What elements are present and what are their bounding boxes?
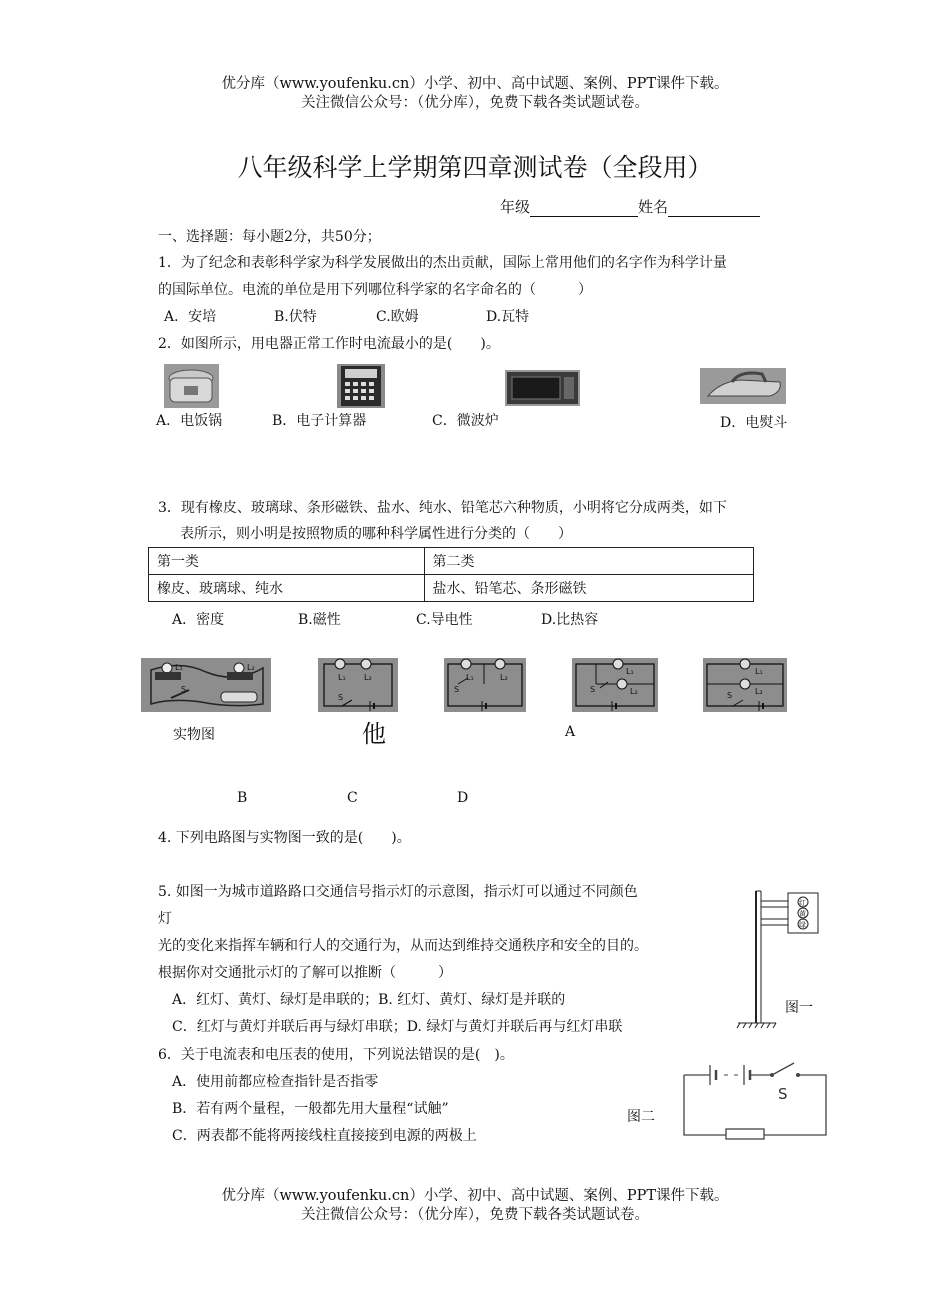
- q1-line-2: 的国际单位。电流的单位是用下列哪位科学家的名字命名的（ ）: [158, 282, 592, 298]
- q2-option-a: A．电饭锅: [156, 413, 223, 429]
- grade-blank[interactable]: [530, 200, 638, 217]
- footer-line-1: 优分库（www.youfenku.cn）小学、初中、高中试题、案例、PPT课件下载。: [221, 1188, 729, 1204]
- circuit-diagram-3: [572, 658, 658, 712]
- grade-label: 年级: [500, 198, 531, 216]
- real-l1-label: L₁: [175, 663, 183, 672]
- real-circuit-image: [141, 658, 271, 712]
- q1-option-a: A．安培: [164, 309, 217, 325]
- c2-l1-label: L₁: [466, 673, 474, 682]
- table-row: [149, 575, 754, 602]
- student-info: [500, 196, 760, 217]
- q1-line-1: 1．为了纪念和表彰科学家为科学发展做出的杰出贡献，国际上常用他们的名字作为科学计量: [158, 255, 727, 271]
- c3-l1-label: L₁: [626, 667, 634, 676]
- q3-line-2: 表所示，则小明是按照物质的哪种科学属性进行分类的（ ）: [180, 526, 572, 542]
- q6-option-b: B．若有两个量程，一般都先用大量程“试触”: [172, 1101, 449, 1117]
- c4-l1-label: L₁: [755, 667, 763, 676]
- c2-switch-label: S: [454, 685, 460, 694]
- yellow-light-label: 黄: [799, 910, 806, 918]
- q1-option-c: C.欧姆: [376, 309, 419, 325]
- figure-1-label: 图一: [785, 1000, 813, 1016]
- page-title: 八年级科学上学期第四章测试卷（全段用）: [237, 153, 713, 182]
- q3-option-c: C.导电性: [416, 612, 473, 628]
- q3-option-d: D.比热容: [541, 612, 599, 628]
- table-cell: 橡皮、玻璃球、纯水: [149, 575, 425, 602]
- q4-stem: 4. 下列电路图与实物图一致的是( )。: [158, 830, 411, 846]
- q5-options-ab: A．红灯、黄灯、绿灯是串联的；B. 红灯、黄灯、绿灯是并联的: [172, 992, 566, 1008]
- circuit-label-b: B: [237, 790, 248, 806]
- microwave-image: [505, 370, 580, 406]
- real-switch-label: S: [181, 685, 187, 694]
- footer-line-2: 关注微信公众号：（优分库），免费下载各类试题试卷。: [301, 1207, 649, 1223]
- q1-option-d: D.瓦特: [486, 309, 530, 325]
- q2-stem: 2．如图所示，用电器正常工作时电流最小的是( )。: [158, 336, 500, 352]
- q2-option-d: D．电熨斗: [720, 415, 788, 431]
- figure-2-switch-label: S: [778, 1085, 788, 1103]
- green-light-label: 绿: [799, 921, 806, 929]
- header-line-2: 关注微信公众号：（优分库），免费下载各类试题试卷。: [301, 95, 649, 111]
- classification-table: [148, 547, 754, 602]
- c4-l2-label: L₂: [755, 687, 763, 696]
- q3-option-b: B.磁性: [298, 612, 341, 628]
- q2-option-b: B．电子计算器: [272, 413, 367, 429]
- real-circuit-label: 实物图: [173, 727, 215, 743]
- table-header-cell: 第一类: [149, 548, 425, 575]
- figure-2-label: 图二: [627, 1109, 655, 1125]
- circuit-label-d: D: [457, 790, 469, 806]
- stray-character: 他: [362, 720, 386, 748]
- circuit-label-a: A: [565, 724, 576, 740]
- q6-option-c: C．两表都不能将两接线柱直接接到电源的两极上: [172, 1128, 477, 1144]
- q5-line-3: 光的变化来指挥车辆和行人的交通行为，从而达到维持交通秩序和安全的目的。: [158, 938, 648, 954]
- q5-line-1: 5. 如图一为城市道路路口交通信号指示灯的示意图，指示灯可以通过不同颜色: [158, 884, 638, 900]
- circuit-diagram-1: [318, 658, 398, 712]
- circuit-diagram-2: [444, 658, 526, 712]
- circuit-diagram-4: [703, 658, 787, 712]
- red-light-label: 红: [799, 899, 806, 907]
- q3-option-a: A．密度: [172, 612, 225, 628]
- iron-image: [700, 368, 786, 404]
- q5-options-cd: C．红灯与黄灯并联后再与绿灯串联；D. 绿灯与黄灯并联后再与红灯串联: [172, 1019, 623, 1035]
- c3-l2-label: L₂: [630, 687, 638, 696]
- table-row: [149, 548, 754, 575]
- c1-switch-label: S: [338, 693, 344, 702]
- q6-stem: 6．关于电流表和电压表的使用，下列说法错误的是( )。: [158, 1047, 514, 1063]
- calculator-image: [337, 364, 385, 408]
- circuit-label-c: C: [347, 790, 358, 806]
- c3-switch-label: S: [590, 685, 596, 694]
- q6-option-a: A．使用前都应检查指针是否指零: [172, 1074, 379, 1090]
- rice-cooker-image: [164, 364, 219, 408]
- table-header-cell: 第二类: [424, 548, 753, 575]
- circuit-figure-2: [680, 1055, 830, 1140]
- c1-l2-label: L₂: [364, 673, 372, 682]
- section-heading: 一、选择题：每小题2分，共50分；: [158, 229, 381, 245]
- q3-line-1: 3．现有橡皮、玻璃球、条形磁铁、盐水、纯水、铅笔芯六种物质，小明将它分成两类，如下: [158, 500, 727, 516]
- header-line-1: 优分库（www.youfenku.cn）小学、初中、高中试题、案例、PPT课件下载。: [221, 76, 729, 92]
- q2-option-c: C．微波炉: [432, 413, 499, 429]
- name-label: 姓名: [638, 198, 669, 216]
- name-blank[interactable]: [668, 200, 760, 217]
- q1-option-b: B.伏特: [274, 309, 317, 325]
- q5-line-4: 根据你对交通批示灯的了解可以推断（ ）: [158, 965, 452, 981]
- c4-switch-label: S: [727, 691, 733, 700]
- c1-l1-label: L₁: [338, 673, 346, 682]
- c2-l2-label: L₂: [500, 673, 508, 682]
- real-l2-label: L₂: [247, 663, 255, 672]
- q5-line-2: 灯: [158, 911, 172, 927]
- table-cell: 盐水、铅笔芯、条形磁铁: [424, 575, 753, 602]
